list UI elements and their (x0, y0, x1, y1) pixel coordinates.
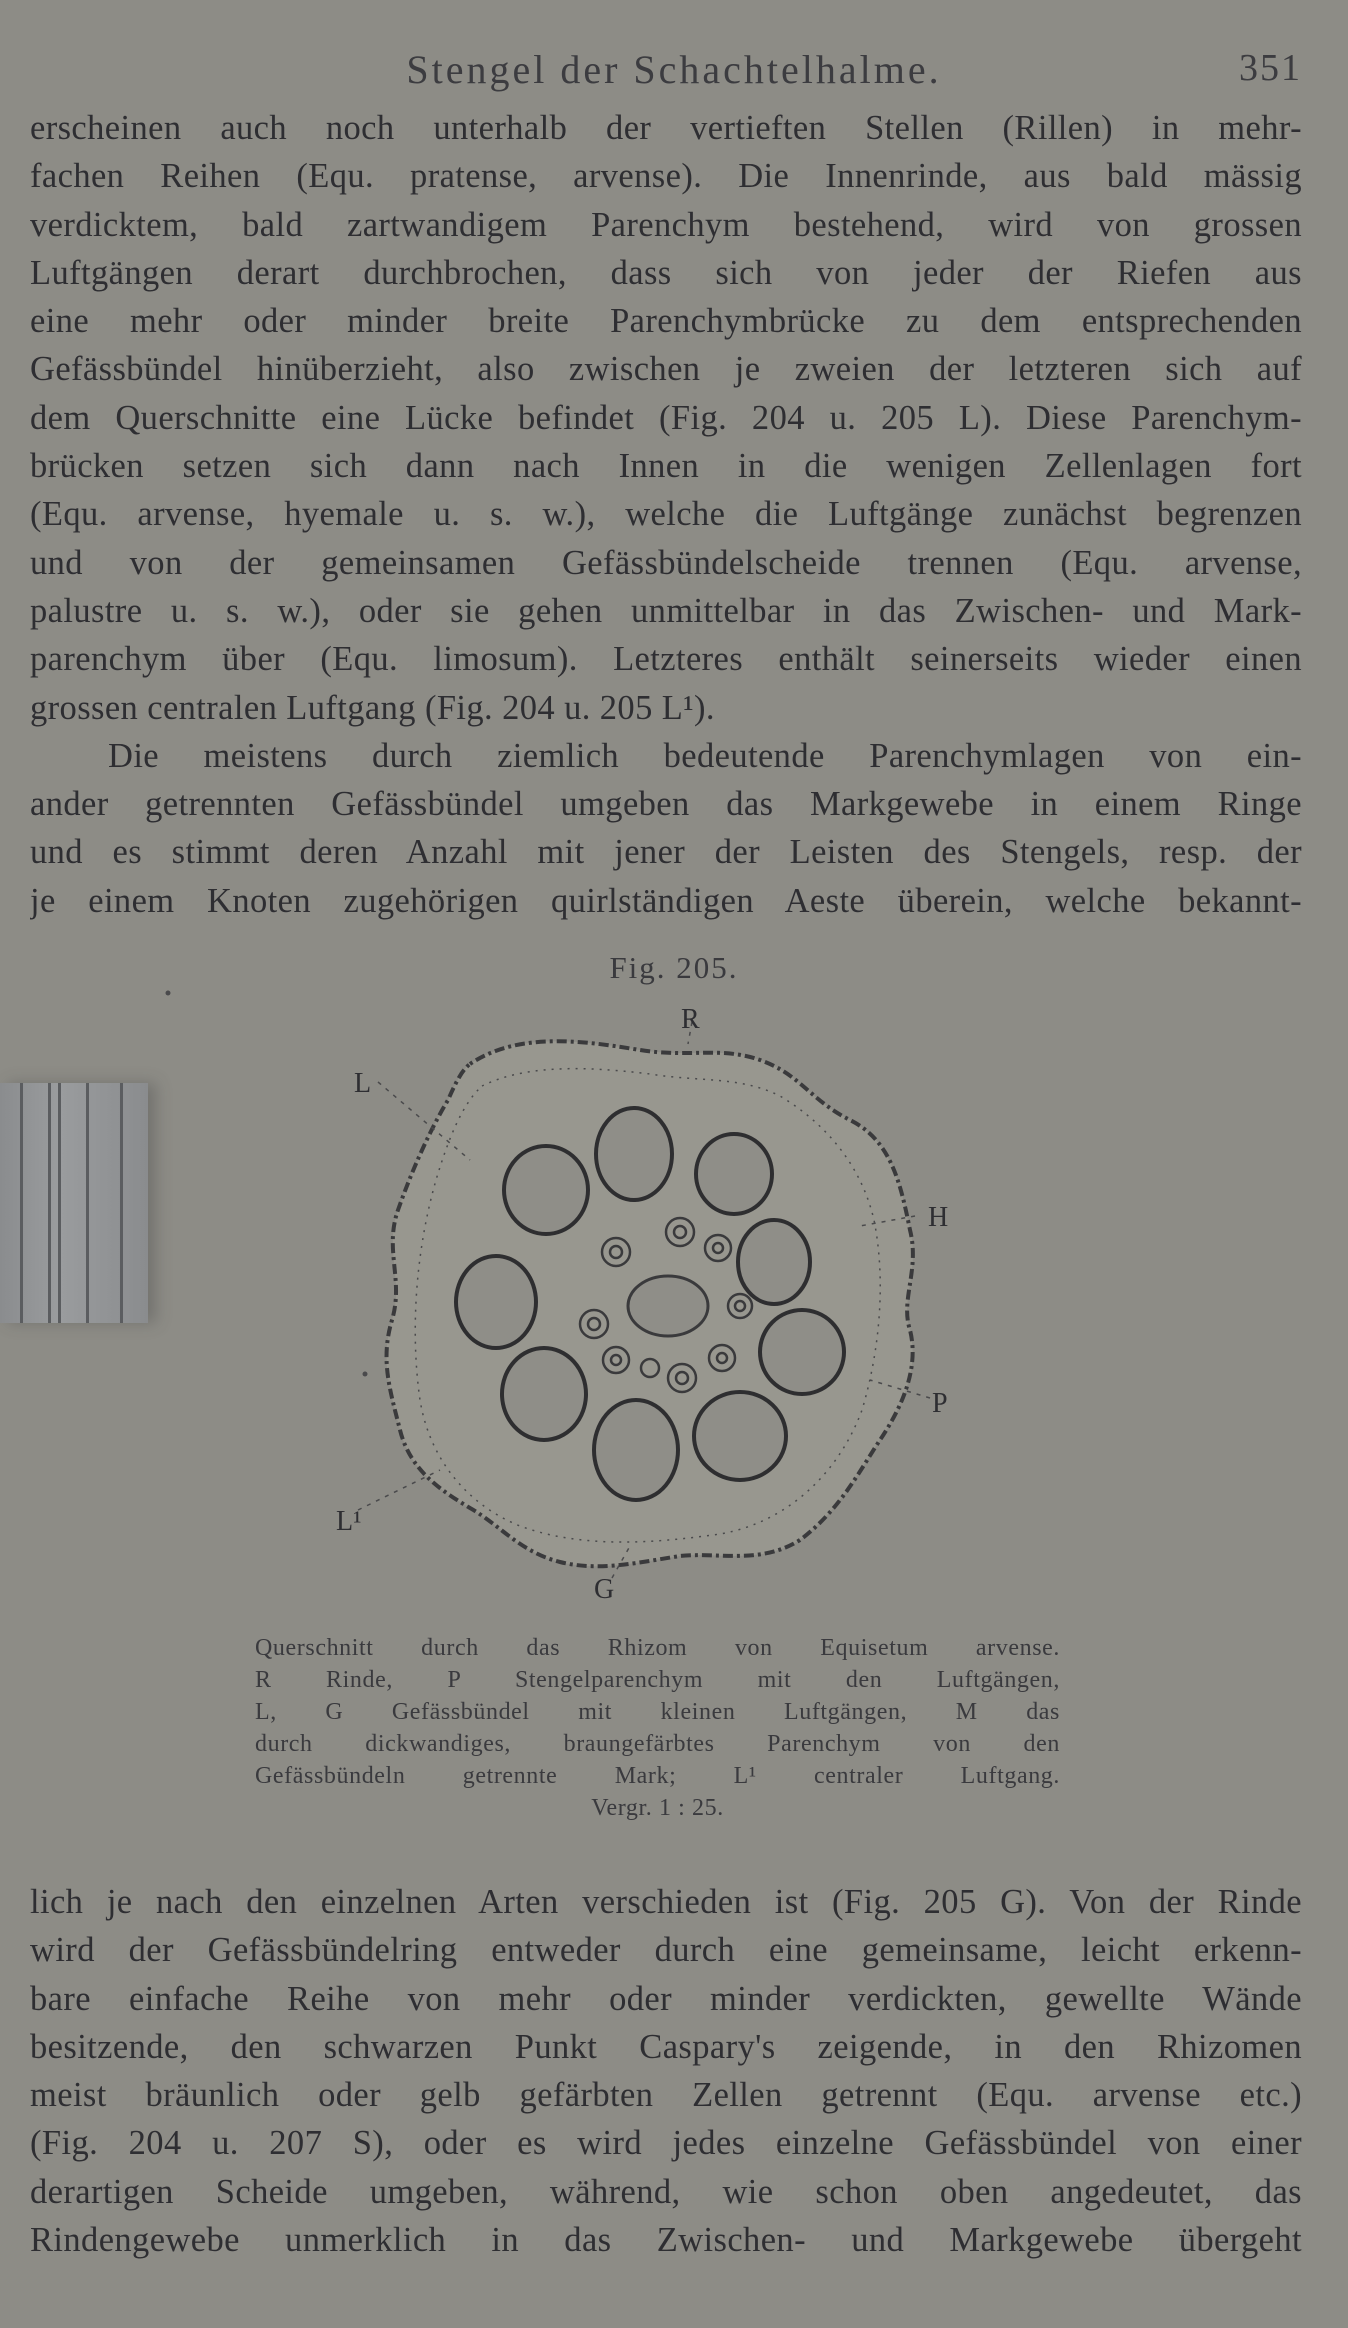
label-l1: L¹ (336, 1506, 362, 1537)
text-line: grossen centralen Luftgang (Fig. 204 u. 205 L¹). (30, 688, 715, 727)
caption-line: L, G Gefässbündel mit kleinen Luftgängen, M das (255, 1699, 1060, 1725)
caption-line: Vergr. 1 : 25. (591, 1795, 724, 1821)
text-line: dem Querschnitte eine Lücke befindet (Fig. 204 u. 205 L). Diese Parenchym- (30, 398, 1302, 437)
text-line: und von der gemeinsamen Gefässbündelscheide trennen (Equ. arvense, (30, 543, 1302, 582)
text-line: meist bräunlich oder gelb gefärbten Zellen getrennt (Equ. arvense etc.) (30, 2076, 1302, 2115)
text-line: Gefässbündel hinüberzieht, also zwischen je zweien der letzteren sich auf (30, 350, 1302, 389)
label-l: L (354, 1068, 372, 1099)
text-line: erscheinen auch noch unterhalb der vertieften Stellen (Rillen) in mehr- (30, 109, 1302, 147)
rhizome-cross-section-illustration (0, 950, 1348, 1630)
text-line: Rindengewebe unmerklich in das Zwischen- und Markgewebe übergeht (30, 2221, 1302, 2260)
text-line: je einem Knoten zugehörigen quirlständigen Aeste überein, welche bekannt- (30, 881, 1302, 920)
caption-line: Querschnitt durch das Rhizom von Equisetum arvense. (255, 1635, 1060, 1661)
caption-line: Gefässbündeln getrennte Mark; L¹ centraler Luftgang. (255, 1763, 1060, 1789)
text-line: brücken setzen sich dann nach Innen in die wenigen Zellenlagen fort (30, 447, 1302, 486)
text-line: eine mehr oder minder breite Parenchymbrücke zu dem entsprechenden (30, 302, 1302, 341)
text-line: verdicktem, bald zartwandigem Parenchym bestehend, wird von grossen (30, 205, 1302, 244)
text-line: besitzende, den schwarzen Punkt Caspary's zeigende, in den Rhizomen (30, 2027, 1302, 2066)
text-line: ander getrennten Gefässbündel umgeben das Markgewebe in einem Ringe (30, 785, 1302, 824)
label-r: R (681, 1004, 700, 1035)
label-g: G (594, 1574, 615, 1605)
central-air-canal (628, 1276, 708, 1336)
caption-line: R Rinde, P Stengelparenchym mit den Luftgängen, (255, 1667, 1060, 1693)
text-line: Luftgängen derart durchbrochen, dass sich von jeder der Riefen aus (30, 253, 1302, 292)
page-number: 351 (1239, 47, 1302, 89)
label-p: P (932, 1388, 948, 1419)
text-line: parenchym über (Equ. limosum). Letzteres enthält seinerseits wieder einen (30, 640, 1302, 679)
body-text-top (30, 104, 1302, 925)
text-line: wird der Gefässbündelring entweder durch eine gemeinsame, leicht erkenn- (30, 1931, 1302, 1970)
text-line: fachen Reihen (Equ. pratense, arvense). Die Innenrinde, aus bald mässig (30, 157, 1302, 196)
text-line: und es stimmt deren Anzahl mit jener der Leisten des Stengels, resp. der (30, 833, 1302, 872)
body-text-bottom (30, 1878, 1302, 2264)
text-line: (Equ. arvense, hyemale u. s. w.), welche die Luftgänge zunächst begrenzen (30, 495, 1302, 534)
stray-mark (363, 1372, 368, 1377)
page-header (0, 46, 1348, 96)
text-line: lich je nach den einzelnen Arten verschieden ist (Fig. 205 G). Von der Rinde (30, 1883, 1302, 1921)
text-line: (Fig. 204 u. 207 S), oder es wird jedes einzelne Gefässbündel von einer (30, 2124, 1302, 2163)
figure-title: Fig. 205. (609, 950, 739, 985)
stray-mark (166, 991, 171, 996)
figure-caption (255, 1632, 1060, 1824)
figure-205 (0, 950, 1348, 1850)
text-line: bare einfache Reihe von mehr oder minder verdickten, gewellte Wände (30, 1979, 1302, 2018)
text-line: Die meistens durch ziemlich bedeutende Parenchymlagen von ein- (108, 736, 1302, 775)
label-h: H (928, 1202, 949, 1233)
running-head: Stengel der Schachtelhalme. (406, 47, 942, 92)
text-line: palustre u. s. w.), oder sie gehen unmittelbar in das Zwischen- und Mark- (30, 591, 1302, 630)
text-line: derartigen Scheide umgeben, während, wie schon oben angedeutet, das (30, 2172, 1302, 2211)
caption-line: durch dickwandiges, braungefärbtes Parenchym von den (255, 1731, 1060, 1757)
